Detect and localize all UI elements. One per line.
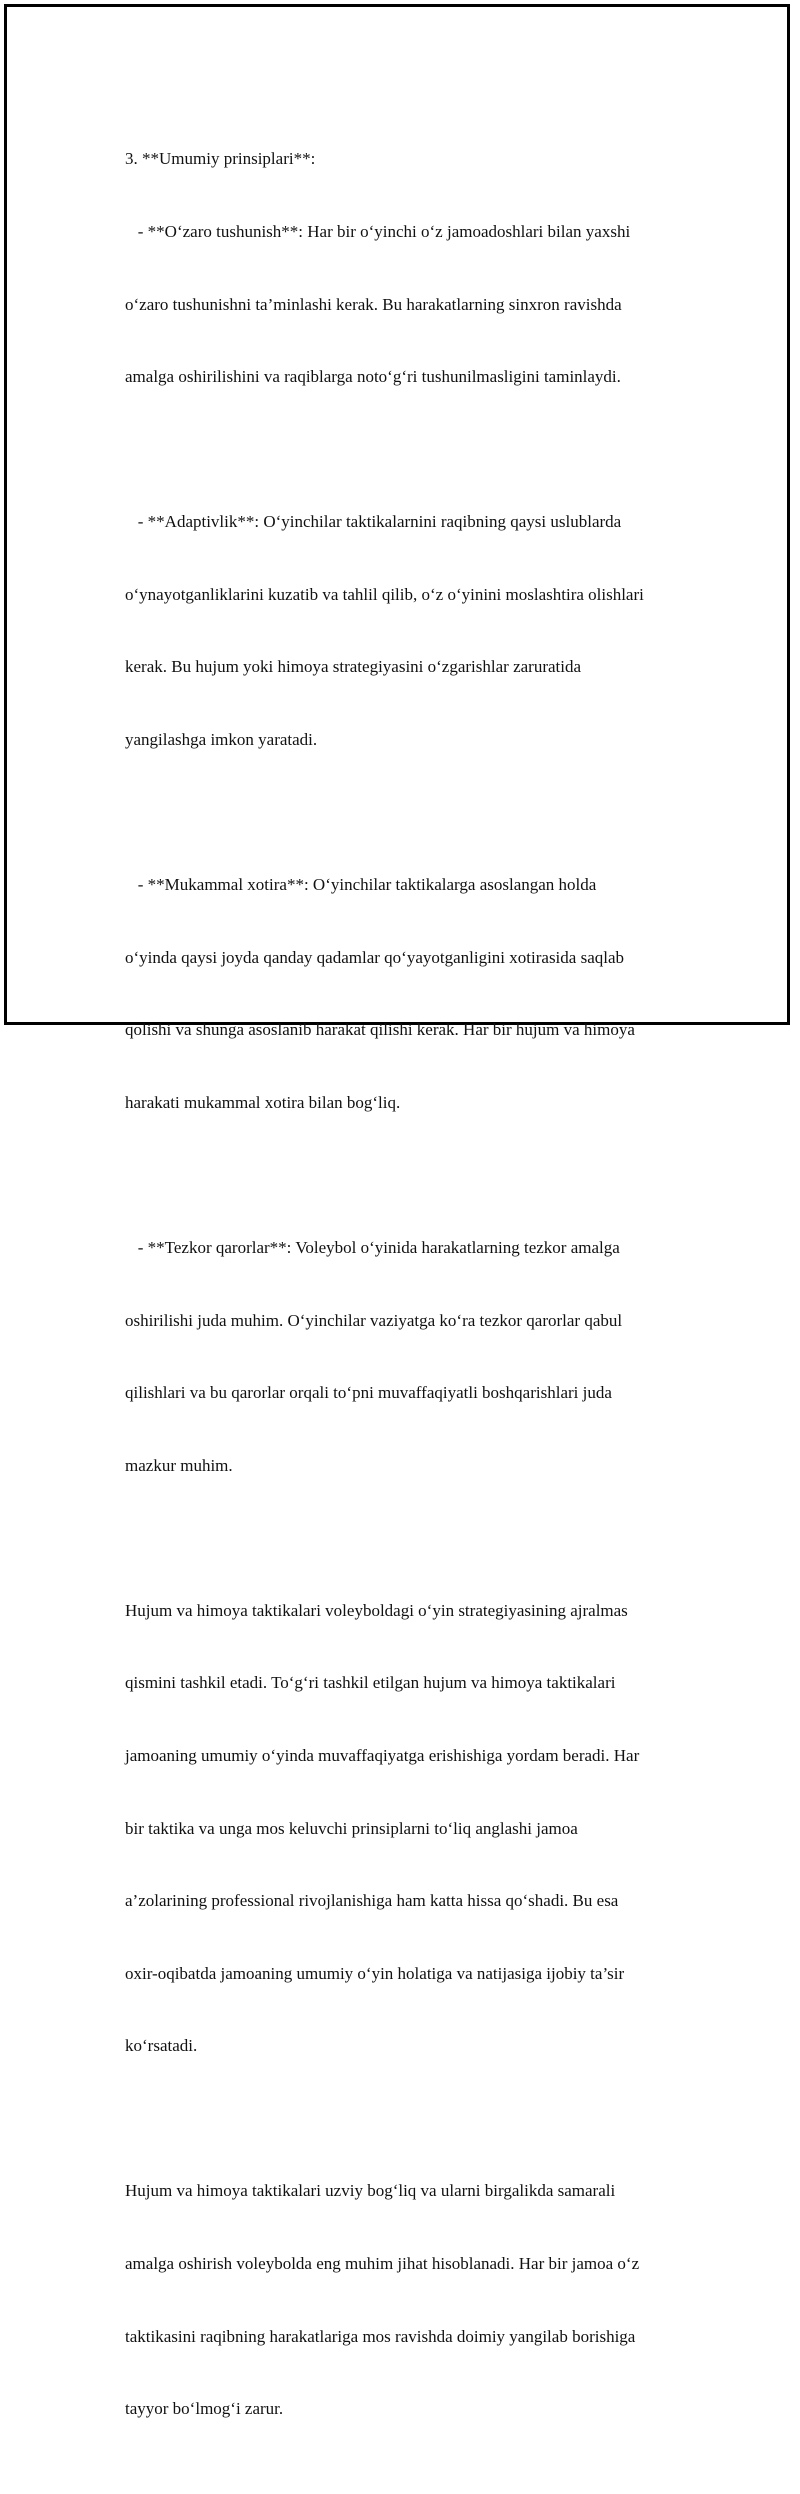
paragraph-tezkor-qarorlar (125, 1188, 715, 1527)
text-line: amalga oshirilishini va raqiblarga noto‘g‘ri tushunilmasligini taminlaydi. (125, 367, 621, 387)
text-line: qilishlari va bu qarorlar orqali to‘pni muvaffaqiyatli boshqarishlari juda (125, 1383, 612, 1403)
text-line: o‘zaro tushunishni ta’minlashi kerak. Bu harakatlarning sinxron ravishda (125, 294, 622, 314)
text-line: a’zolarining professional rivojlanishiga ham katta hissa qo‘shadi. Bu esa (125, 1891, 619, 1911)
text-line: yangilashga imkon yaratadi. (125, 730, 318, 750)
text-line: oxir-oqibatda jamoaning umumiy o‘yin holatiga va natijasiga ijobiy ta’sir (125, 1963, 625, 1983)
text-line: harakati mukammal xotira bilan bog‘liq. (125, 1092, 401, 1112)
text-line: kerak. Bu hujum yoki himoya strategiyasini o‘zgarishlar zaruratida (125, 657, 582, 677)
text-line: - **Mukammal xotira**: O‘yinchilar taktikalarga asoslangan holda (125, 875, 597, 895)
text-line: qolishi va shunga asoslanib harakat qilishi kerak. Har bir hujum va himoya (125, 1020, 635, 1040)
text-line: Hujum va himoya taktikalari voleyboldagi o‘yin strategiyasining ajralmas (125, 1600, 628, 1620)
text-line: - **O‘zaro tushunish**: Har bir o‘yinchi o‘z jamoadoshlari bilan yaxshi (125, 222, 631, 242)
paragraph-summary-2 (125, 2131, 715, 2470)
text-line: tayyor bo‘lmog‘i zarur. (125, 2399, 284, 2419)
text-line: oshirilishi juda muhim. O‘yinchilar vaziyatga ko‘ra tezkor qarorlar qabul (125, 1310, 623, 1330)
text-line: Hujum va himoya taktikalari uzviy bog‘liq va ularni birgalikda samarali (125, 2181, 616, 2201)
text-line: qismini tashkil etadi. To‘g‘ri tashkil etilgan hujum va himoya taktikalari (125, 1673, 616, 1693)
text-line: taktikasini raqibning harakatlariga mos ravishda doimiy yangilab borishiga (125, 2326, 636, 2346)
text-line: - **Tezkor qarorlar**: Voleybol o‘yinida harakatlarning tezkor amalga (125, 1237, 620, 1257)
paragraph-principles (125, 99, 715, 438)
paragraph-adaptivlik (125, 462, 715, 801)
text-line: o‘ynayotganliklarini kuzatib va tahlil qilib, o‘z o‘yinini moslashtira olishlari (125, 584, 644, 604)
text-line: amalga oshirish voleybolda eng muhim jihat hisoblanadi. Har bir jamoa o‘z (125, 2254, 640, 2274)
text-line: bir taktika va unga mos keluvchi prinsiplarni to‘liq anglashi jamoa (125, 1818, 578, 1838)
text-line: 3. **Umumiy prinsiplari**: (125, 149, 316, 169)
paragraph-mukammal-xotira (125, 825, 715, 1164)
text-line: - **Adaptivlik**: O‘yinchilar taktikalarnini raqibning qaysi uslublarda (125, 512, 622, 532)
text-line: o‘yinda qaysi joyda qanday qadamlar qo‘yayotganligini xotirasida saqlab (125, 947, 625, 967)
document-body (125, 99, 715, 2494)
text-line: ko‘rsatadi. (125, 2036, 198, 2056)
text-line: jamoaning umumiy o‘yinda muvaffaqiyatga erishishiga yordam beradi. Har (125, 1746, 640, 1765)
page-border (4, 4, 790, 2419)
text-line: mazkur muhim. (125, 1455, 233, 1475)
paragraph-summary-1 (125, 1550, 715, 2107)
